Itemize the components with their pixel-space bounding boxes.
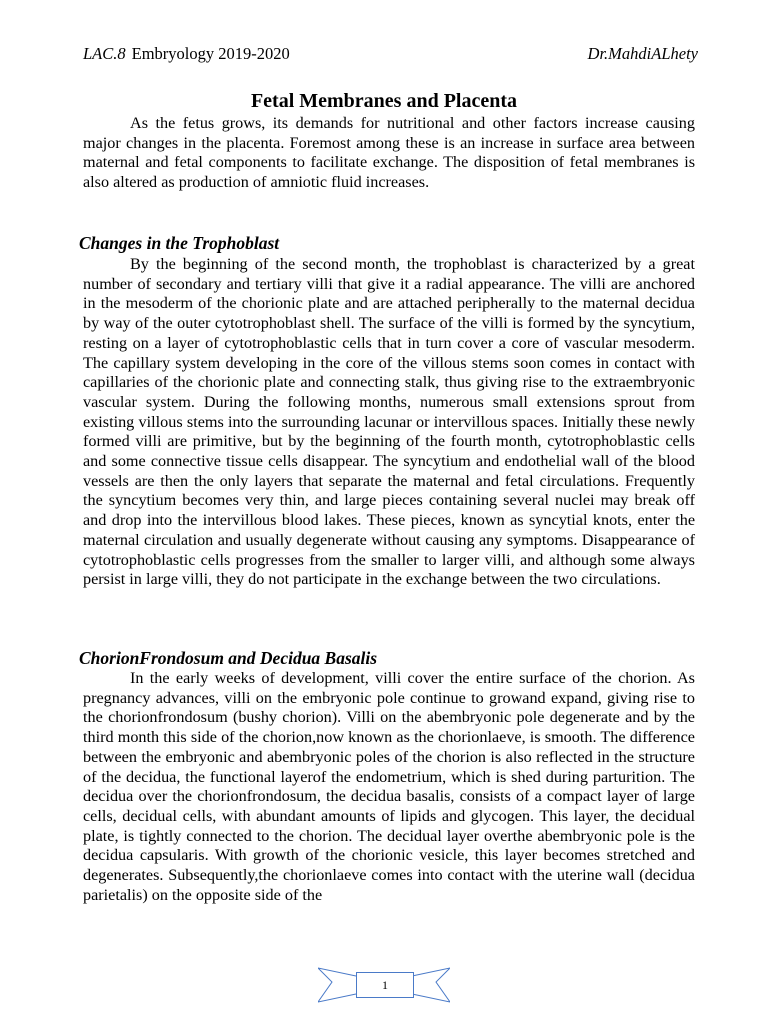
ribbon-left — [318, 968, 356, 1002]
section-heading-trophoblast: Changes in the Trophoblast — [79, 233, 280, 253]
page-number: 1 — [356, 972, 414, 998]
page-title: Fetal Membranes and Placenta — [250, 90, 518, 112]
course-code: LAC.8 — [83, 44, 126, 63]
header-author: Dr.MahdiALhety — [587, 44, 698, 63]
page-header — [83, 44, 698, 66]
course-name: Embryology 2019-2020 — [131, 44, 290, 63]
section-paragraph: By the beginning of the second month, the trophoblast is characterized by a great number of secondary and tertiary villi that give it a radial appearance. The villi are anchored in the mesoderm of the chorionic plate and are attached peripherally to the maternal decidua by way of the outer cytotrophoblast shell. The surface of the villi is formed by the syncytium, resting on a layer of cytotrophoblastic cells that in turn cover a core of vascular mesoderm. The capillary system developing in the core of the villous stems soon comes in contact with capillaries of the chorionic plate and connecting stalk, thus giving rise to the extraembryonic vascular system. During the following months, numerous small extensions sprout from existing villous stems into the surrounding lacunar or intervillous spaces. Initially these newly formed villi are primitive, but by the beginning of the fourth month, cytotrophoblastic cells and some connective tissue cells disappear. The syncytium and endothelial wall of the blood vessels are then the only layers that separate the maternal and fetal circulations. Frequently the syncytium becomes very thin, and large pieces containing several nuclei may break off and drop into the intervillous blood lakes. These pieces, known as syncytial knots, enter the maternal circulation and usually degenerate without causing any symptoms. Disappearance of cytotrophoblastic cells progresses from the smaller to larger villi, and although some always persist in large villi, they do not participate in the exchange between the two circulations. — [83, 255, 695, 589]
intro-paragraph: As the fetus grows, its demands for nutritional and other factors increase causing major changes in the placenta. Foremost among these is an increase in surface area between maternal and fetal components to facilitate exchange. The disposition of fetal membranes is also altered as production of amniotic fluid increases. — [83, 114, 695, 192]
section-paragraph: In the early weeks of development, villi cover the entire surface of the chorion. As pregnancy advances, villi on the embryonic pole continue to growand expand, giving rise to the chorionfrondosum (bushy chorion). Villi on the abembryonic pole degenerate and by the third month this side of the chorion,now known as the chorionlaeve, is smooth. The difference between the embryonic and abembryonic poles of the chorion is also reflected in the structure of the decidua, the functional layerof the endometrium, which is shed during parturition. The decidua over the chorionfrondosum, the decidua basalis, consists of a compact layer of large cells, decidual cells, with abundant amounts of lipids and glycogen. This layer, the decidual plate, is tightly connected to the chorion. The decidual layer overthe abembryonic pole is the decidua capsularis. With growth of the chorionic vesicle, this layer becomes stretched and degenerates. Subsequently,the chorionlaeve comes into contact with the uterine wall (decidua parietalis) on the opposite side of the — [83, 669, 695, 904]
header-course — [83, 44, 290, 64]
ribbon-right — [412, 968, 450, 1002]
section-chorion — [83, 669, 695, 905]
intro-section — [83, 114, 695, 193]
section-heading-chorion: ChorionFrondosum and Decidua Basalis — [79, 648, 378, 668]
section-trophoblast — [83, 255, 695, 590]
